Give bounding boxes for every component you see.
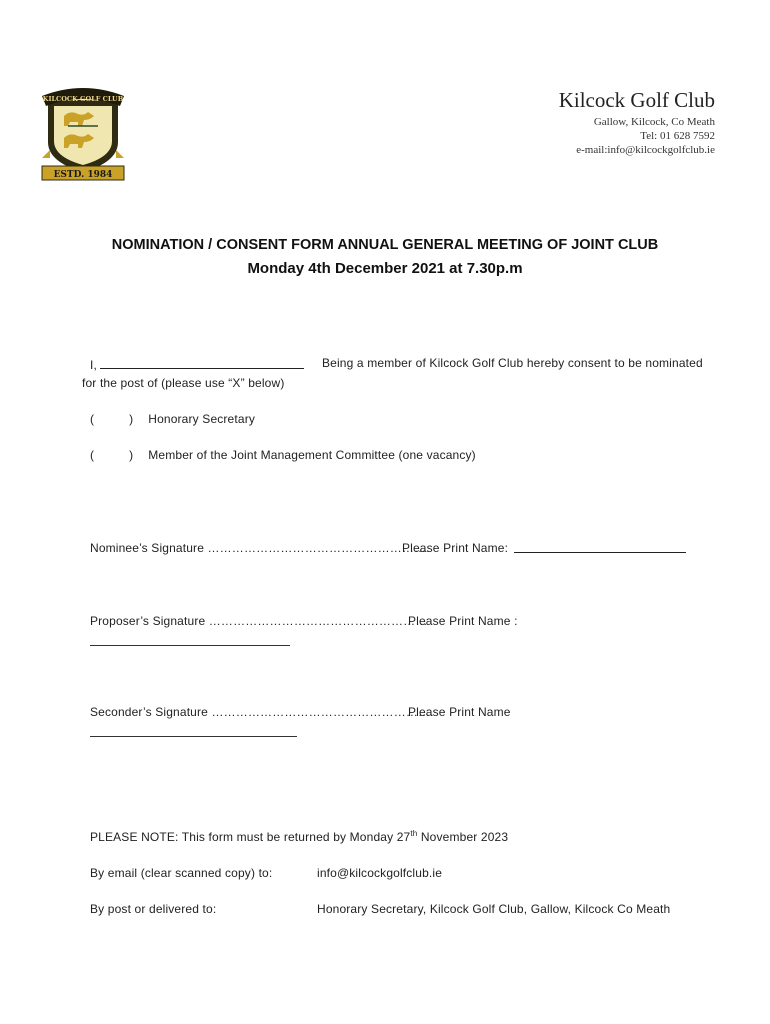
checkbox-open-paren: ( bbox=[90, 448, 95, 462]
seconder-print-label: Please Print Name bbox=[408, 705, 511, 719]
club-email: e-mail:info@kilcockgolfclub.ie bbox=[576, 144, 715, 156]
return-deadline-note bbox=[90, 829, 508, 844]
post-return-label: By post or delivered to: bbox=[90, 902, 217, 916]
nominee-signature-label: Nominee’s Signature ………………………………………………. bbox=[90, 541, 430, 555]
club-crest-logo bbox=[38, 86, 128, 182]
nominee-print-label: Please Print Name: bbox=[402, 541, 509, 555]
checkbox-close-paren: ) bbox=[129, 448, 134, 462]
svg-text:ESTD. 1984: ESTD. 1984 bbox=[53, 170, 113, 180]
option-honorary-secretary[interactable] bbox=[90, 412, 255, 426]
proposer-signature-label: Proposer’s Signature ……………………………………………… bbox=[90, 614, 428, 628]
consent-prefix: I, bbox=[90, 358, 97, 372]
nominee-print-name-field[interactable] bbox=[514, 540, 686, 553]
note-text-end: November 2023 bbox=[417, 830, 509, 844]
note-superscript: th bbox=[410, 829, 418, 838]
checkbox-open-paren: ( bbox=[90, 412, 95, 426]
note-text: PLEASE NOTE: This form must be returned by Monday 27 bbox=[90, 830, 411, 844]
club-address: Gallow, Kilcock, Co Meath bbox=[593, 116, 715, 128]
meeting-date: Monday 4th December 2021 at 7.30p.m bbox=[247, 260, 523, 277]
proposer-print-name-field[interactable] bbox=[90, 645, 290, 646]
form-title: NOMINATION / CONSENT FORM ANNUAL GENERAL MEETING OF JOINT CLUB bbox=[111, 237, 659, 253]
seconder-signature-label: Seconder’s Signature ………………………………………………. bbox=[90, 705, 434, 719]
seconder-print-name-field[interactable] bbox=[90, 736, 297, 737]
svg-text:KILCOCK GOLF CLUB: KILCOCK GOLF CLUB bbox=[42, 95, 124, 103]
email-return-label: By email (clear scanned copy) to: bbox=[90, 866, 273, 880]
checkbox-close-paren: ) bbox=[129, 412, 134, 426]
proposer-print-label: Please Print Name : bbox=[408, 614, 518, 628]
consent-instruction: for the post of (please use “X” below) bbox=[82, 376, 285, 390]
option-label: Member of the Joint Management Committee (one vacancy) bbox=[148, 448, 476, 462]
return-email-address: info@kilcockgolfclub.ie bbox=[317, 866, 443, 880]
option-joint-committee[interactable] bbox=[90, 448, 476, 462]
club-telephone: Tel: 01 628 7592 bbox=[640, 130, 715, 142]
consent-line bbox=[90, 356, 304, 372]
member-name-field[interactable] bbox=[100, 356, 304, 369]
club-name: Kilcock Golf Club bbox=[558, 88, 715, 112]
option-label: Honorary Secretary bbox=[148, 412, 255, 426]
consent-text: Being a member of Kilcock Golf Club hereby consent to be nominated bbox=[322, 356, 703, 370]
return-postal-address: Honorary Secretary, Kilcock Golf Club, Gallow, Kilcock Co Meath bbox=[317, 902, 671, 916]
